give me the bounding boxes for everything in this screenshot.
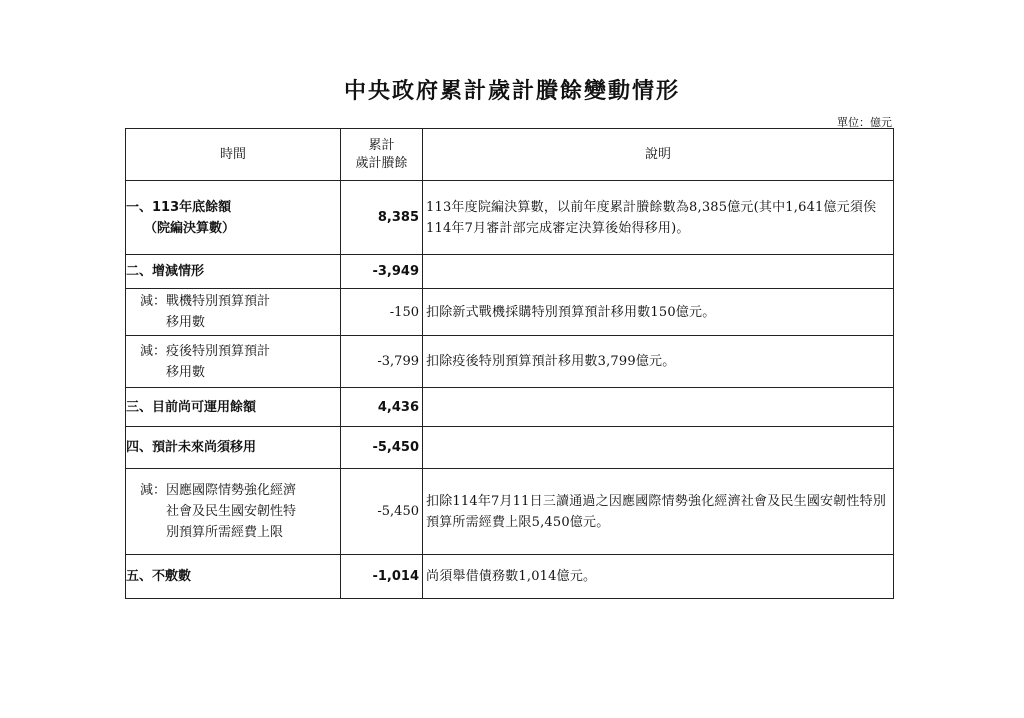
row-amount: -3,799 <box>341 336 423 388</box>
row-amount: -5,450 <box>341 427 423 469</box>
header-amount-line1: 累計 <box>368 137 395 153</box>
table-row <box>126 555 894 599</box>
row-label: 三、目前尚可運用餘額 <box>126 388 341 427</box>
row-label-line3: 別預算所需經費上限 <box>166 525 284 540</box>
row-label <box>126 181 341 255</box>
row-desc <box>423 427 894 469</box>
header-amount-line2: 歲計賸餘 <box>355 155 408 171</box>
row-desc <box>423 255 894 289</box>
row-label-line1: 減：因應國際情勢強化經濟 <box>140 483 297 498</box>
row-amount: -1,014 <box>341 555 423 599</box>
table-row <box>126 181 894 255</box>
header-desc: 說明 <box>423 129 894 181</box>
row-label <box>126 469 341 555</box>
row-label-line2: （院編決算數） <box>144 220 236 236</box>
table-header-row <box>126 129 894 181</box>
row-label-line2: 移用數 <box>166 364 206 380</box>
header-time: 時間 <box>126 129 341 181</box>
row-desc: 扣除114年7月11日三讀通過之因應國際情勢強化經濟社會及民生國安韌性特別預算所需經費上限5,450億元。 <box>423 469 894 555</box>
document-title: 中央政府累計歲計賸餘變動情形 <box>343 79 680 104</box>
row-amount: 8,385 <box>341 181 423 255</box>
row-label <box>126 336 341 388</box>
row-desc: 113年度院編決算數，以前年度累計賸餘數為8,385億元(其中1,641億元須俟114年7月審計部完成審定決算後始得移用)。 <box>423 181 894 255</box>
row-amount: -5,450 <box>341 469 423 555</box>
row-label: 五、不敷數 <box>126 555 341 599</box>
row-label-line2: 移用數 <box>166 315 206 330</box>
table-row <box>126 388 894 427</box>
row-label: 二、增減情形 <box>126 255 341 289</box>
unit-label: 單位：億元 <box>837 116 892 129</box>
row-desc: 扣除新式戰機採購特別預算預計移用數150億元。 <box>423 289 894 336</box>
table-row <box>126 289 894 336</box>
row-label-line1: 減：戰機特別預算預計 <box>140 294 271 309</box>
budget-table <box>125 128 894 599</box>
row-desc: 尚須舉借債務數1,014億元。 <box>423 555 894 599</box>
table-row <box>126 336 894 388</box>
row-label: 四、預計未來尚須移用 <box>126 427 341 469</box>
table-row <box>126 255 894 289</box>
table-row <box>126 469 894 555</box>
row-label-line1: 一、113年底餘額 <box>126 199 232 215</box>
table-row <box>126 427 894 469</box>
row-label-line1: 減：疫後特別預算預計 <box>140 343 271 359</box>
header-amount <box>341 129 423 181</box>
row-desc: 扣除疫後特別預算預計移用數3,799億元。 <box>423 336 894 388</box>
row-amount: -150 <box>341 289 423 336</box>
row-desc <box>423 388 894 427</box>
row-label-line2: 社會及民生國安韌性特 <box>166 504 297 519</box>
row-amount: 4,436 <box>341 388 423 427</box>
row-label <box>126 289 341 336</box>
row-amount: -3,949 <box>341 255 423 289</box>
